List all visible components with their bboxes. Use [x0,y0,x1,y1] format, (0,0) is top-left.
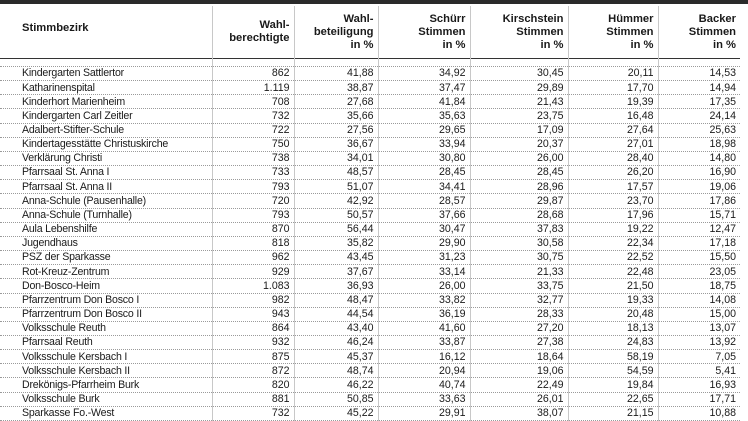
cell-wahlberechtigte: 750 [212,137,294,151]
cell-wahlbeteiligung: 45,37 [294,350,378,364]
cell-huemmer: 22,52 [568,251,658,265]
table-header [0,6,740,59]
table-row [0,293,740,307]
table-row [0,279,740,293]
cell-huemmer: 17,70 [568,81,658,95]
cell-backer: 14,53 [658,67,740,81]
cell-kirschstein: 30,45 [470,67,568,81]
cell-backer: 18,98 [658,137,740,151]
cell-huemmer: 21,15 [568,406,658,420]
cell-schuerr: 33,82 [378,293,470,307]
spacer-cell [568,59,658,67]
cell-kirschstein: 28,45 [470,166,568,180]
cell-huemmer: 23,70 [568,194,658,208]
table-row [0,307,740,321]
cell-wahlbeteiligung: 34,01 [294,151,378,165]
cell-schuerr: 28,45 [378,166,470,180]
cell-kirschstein: 19,06 [470,364,568,378]
cell-kirschstein: 23,75 [470,109,568,123]
header-kirschstein: Kirschstein Stimmen in % [470,6,568,59]
cell-kirschstein: 28,33 [470,307,568,321]
cell-schuerr: 33,63 [378,392,470,406]
cell-backer: 15,50 [658,251,740,265]
cell-stimmbezirk: Anna-Schule (Turnhalle) [0,208,212,222]
cell-stimmbezirk: Volksschule Burk [0,392,212,406]
cell-schuerr: 20,94 [378,364,470,378]
cell-wahlbeteiligung: 43,45 [294,251,378,265]
table-row [0,364,740,378]
cell-schuerr: 34,41 [378,180,470,194]
cell-huemmer: 18,13 [568,321,658,335]
cell-backer: 13,07 [658,321,740,335]
cell-stimmbezirk: Katharinenspital [0,81,212,95]
cell-kirschstein: 29,89 [470,81,568,95]
cell-wahlbeteiligung: 27,56 [294,123,378,137]
header-huemmer: Hümmer Stimmen in % [568,6,658,59]
cell-wahlberechtigte: 864 [212,321,294,335]
cell-stimmbezirk: Kindergarten Carl Zeitler [0,109,212,123]
cell-backer: 10,88 [658,406,740,420]
cell-huemmer: 20,11 [568,67,658,81]
cell-stimmbezirk: Verklärung Christi [0,151,212,165]
cell-schuerr: 36,19 [378,307,470,321]
spacer-row [0,59,740,67]
results-table [0,6,740,421]
cell-schuerr: 41,84 [378,95,470,109]
cell-kirschstein: 18,64 [470,350,568,364]
cell-kirschstein: 21,43 [470,95,568,109]
cell-kirschstein: 28,68 [470,208,568,222]
cell-kirschstein: 26,00 [470,151,568,165]
spacer-cell [0,59,212,67]
cell-huemmer: 17,57 [568,180,658,194]
cell-huemmer: 17,96 [568,208,658,222]
cell-huemmer: 21,50 [568,279,658,293]
cell-schuerr: 29,91 [378,406,470,420]
table-row [0,81,740,95]
cell-huemmer: 22,34 [568,236,658,250]
cell-huemmer: 58,19 [568,350,658,364]
cell-schuerr: 34,92 [378,67,470,81]
table-row [0,335,740,349]
cell-backer: 19,06 [658,180,740,194]
cell-wahlbeteiligung: 37,67 [294,265,378,279]
cell-wahlbeteiligung: 45,22 [294,406,378,420]
table-row [0,194,740,208]
table-row [0,208,740,222]
cell-stimmbezirk: Pfarrsaal Reuth [0,335,212,349]
cell-wahlbeteiligung: 51,07 [294,180,378,194]
cell-wahlberechtigte: 872 [212,364,294,378]
cell-wahlberechtigte: 932 [212,335,294,349]
cell-schuerr: 41,60 [378,321,470,335]
cell-stimmbezirk: Volksschule Reuth [0,321,212,335]
cell-huemmer: 20,48 [568,307,658,321]
cell-wahlberechtigte: 1.083 [212,279,294,293]
cell-wahlberechtigte: 793 [212,208,294,222]
table-row [0,137,740,151]
cell-huemmer: 22,48 [568,265,658,279]
cell-schuerr: 40,74 [378,378,470,392]
cell-schuerr: 31,23 [378,251,470,265]
cell-stimmbezirk: Pfarrsaal St. Anna I [0,166,212,180]
cell-stimmbezirk: Pfarrzentrum Don Bosco II [0,307,212,321]
cell-wahlberechtigte: 732 [212,109,294,123]
cell-schuerr: 37,66 [378,208,470,222]
cell-wahlberechtigte: 962 [212,251,294,265]
cell-stimmbezirk: Anna-Schule (Pausenhalle) [0,194,212,208]
cell-wahlbeteiligung: 46,22 [294,378,378,392]
cell-backer: 13,92 [658,335,740,349]
header-row [0,6,740,59]
cell-wahlberechtigte: 862 [212,67,294,81]
spacer-cell [294,59,378,67]
cell-huemmer: 22,65 [568,392,658,406]
cell-backer: 14,08 [658,293,740,307]
cell-wahlbeteiligung: 44,54 [294,307,378,321]
cell-kirschstein: 26,01 [470,392,568,406]
cell-backer: 5,41 [658,364,740,378]
cell-wahlberechtigte: 1.119 [212,81,294,95]
table-row [0,350,740,364]
cell-kirschstein: 21,33 [470,265,568,279]
table-row [0,67,740,81]
table-row [0,251,740,265]
table-row [0,95,740,109]
table-row [0,392,740,406]
cell-wahlberechtigte: 875 [212,350,294,364]
cell-stimmbezirk: Aula Lebenshilfe [0,222,212,236]
spacer-cell [378,59,470,67]
top-rule [0,0,748,4]
cell-stimmbezirk: Drekönigs-Pfarrheim Burk [0,378,212,392]
cell-huemmer: 19,22 [568,222,658,236]
spacer-cell [470,59,568,67]
cell-wahlbeteiligung: 36,93 [294,279,378,293]
table-row [0,166,740,180]
cell-stimmbezirk: Pfarrzentrum Don Bosco I [0,293,212,307]
cell-wahlberechtigte: 722 [212,123,294,137]
cell-schuerr: 29,90 [378,236,470,250]
cell-backer: 25,63 [658,123,740,137]
cell-schuerr: 37,47 [378,81,470,95]
cell-stimmbezirk: Rot-Kreuz-Zentrum [0,265,212,279]
cell-wahlberechtigte: 820 [212,378,294,392]
cell-kirschstein: 33,75 [470,279,568,293]
cell-backer: 14,94 [658,81,740,95]
cell-huemmer: 27,01 [568,137,658,151]
cell-wahlberechtigte: 738 [212,151,294,165]
cell-wahlbeteiligung: 35,66 [294,109,378,123]
cell-wahlbeteiligung: 27,68 [294,95,378,109]
cell-huemmer: 24,83 [568,335,658,349]
cell-backer: 18,75 [658,279,740,293]
cell-huemmer: 19,39 [568,95,658,109]
cell-wahlberechtigte: 793 [212,180,294,194]
cell-stimmbezirk: Don-Bosco-Heim [0,279,212,293]
cell-schuerr: 26,00 [378,279,470,293]
cell-wahlbeteiligung: 36,67 [294,137,378,151]
table-row [0,406,740,420]
header-wahlbeteiligung: Wahl- beteiligung in % [294,6,378,59]
spacer-cell [658,59,740,67]
cell-backer: 17,71 [658,392,740,406]
cell-stimmbezirk: Kinderhort Marienheim [0,95,212,109]
table-row [0,222,740,236]
cell-backer: 23,05 [658,265,740,279]
cell-huemmer: 54,59 [568,364,658,378]
cell-wahlberechtigte: 818 [212,236,294,250]
cell-wahlbeteiligung: 46,24 [294,335,378,349]
cell-huemmer: 19,84 [568,378,658,392]
cell-kirschstein: 30,58 [470,236,568,250]
table-row [0,236,740,250]
table-row [0,151,740,165]
cell-wahlbeteiligung: 35,82 [294,236,378,250]
table-row [0,123,740,137]
cell-wahlberechtigte: 929 [212,265,294,279]
cell-huemmer: 26,20 [568,166,658,180]
cell-wahlbeteiligung: 38,87 [294,81,378,95]
cell-backer: 7,05 [658,350,740,364]
cell-schuerr: 16,12 [378,350,470,364]
cell-kirschstein: 27,38 [470,335,568,349]
cell-backer: 15,71 [658,208,740,222]
cell-wahlbeteiligung: 50,85 [294,392,378,406]
cell-kirschstein: 20,37 [470,137,568,151]
cell-kirschstein: 37,83 [470,222,568,236]
cell-schuerr: 33,94 [378,137,470,151]
cell-huemmer: 19,33 [568,293,658,307]
cell-kirschstein: 30,75 [470,251,568,265]
cell-stimmbezirk: Sparkasse Fo.-West [0,406,212,420]
cell-huemmer: 28,40 [568,151,658,165]
cell-wahlbeteiligung: 56,44 [294,222,378,236]
header-wahlberechtigte: Wahl- berechtigte [212,6,294,59]
cell-kirschstein: 38,07 [470,406,568,420]
cell-backer: 14,80 [658,151,740,165]
cell-wahlberechtigte: 943 [212,307,294,321]
cell-wahlbeteiligung: 48,47 [294,293,378,307]
table-body [0,59,740,421]
cell-backer: 17,86 [658,194,740,208]
cell-wahlberechtigte: 708 [212,95,294,109]
cell-schuerr: 30,47 [378,222,470,236]
cell-wahlbeteiligung: 42,92 [294,194,378,208]
cell-schuerr: 33,87 [378,335,470,349]
cell-backer: 12,47 [658,222,740,236]
cell-stimmbezirk: Kindergarten Sattlertor [0,67,212,81]
table-row [0,321,740,335]
cell-wahlberechtigte: 881 [212,392,294,406]
cell-stimmbezirk: Pfarrsaal St. Anna II [0,180,212,194]
table-row [0,109,740,123]
cell-stimmbezirk: Kindertagesstätte Christuskirche [0,137,212,151]
cell-wahlberechtigte: 982 [212,293,294,307]
cell-schuerr: 28,57 [378,194,470,208]
cell-backer: 17,18 [658,236,740,250]
header-stimmbezirk: Stimmbezirk [22,22,89,34]
cell-huemmer: 16,48 [568,109,658,123]
cell-wahlberechtigte: 733 [212,166,294,180]
cell-kirschstein: 29,87 [470,194,568,208]
cell-wahlbeteiligung: 43,40 [294,321,378,335]
header-backer: Backer Stimmen in % [658,6,740,59]
cell-schuerr: 30,80 [378,151,470,165]
cell-backer: 16,90 [658,166,740,180]
cell-kirschstein: 32,77 [470,293,568,307]
spacer-cell [212,59,294,67]
cell-stimmbezirk: Volksschule Kersbach I [0,350,212,364]
cell-huemmer: 27,64 [568,123,658,137]
cell-schuerr: 33,14 [378,265,470,279]
cell-stimmbezirk: PSZ der Sparkasse [0,251,212,265]
table-row [0,265,740,279]
cell-wahlberechtigte: 732 [212,406,294,420]
table-row [0,378,740,392]
cell-backer: 16,93 [658,378,740,392]
cell-kirschstein: 28,96 [470,180,568,194]
cell-stimmbezirk: Jugendhaus [0,236,212,250]
cell-wahlbeteiligung: 48,57 [294,166,378,180]
cell-kirschstein: 27,20 [470,321,568,335]
cell-backer: 17,35 [658,95,740,109]
table-row [0,180,740,194]
cell-backer: 24,14 [658,109,740,123]
cell-stimmbezirk: Adalbert-Stifter-Schule [0,123,212,137]
cell-schuerr: 29,65 [378,123,470,137]
header-schuerr: Schürr Stimmen in % [378,6,470,59]
cell-stimmbezirk: Volksschule Kersbach II [0,364,212,378]
cell-wahlbeteiligung: 50,57 [294,208,378,222]
cell-wahlberechtigte: 720 [212,194,294,208]
cell-kirschstein: 22,49 [470,378,568,392]
cell-wahlberechtigte: 870 [212,222,294,236]
cell-kirschstein: 17,09 [470,123,568,137]
cell-backer: 15,00 [658,307,740,321]
cell-wahlbeteiligung: 41,88 [294,67,378,81]
cell-schuerr: 35,63 [378,109,470,123]
cell-wahlbeteiligung: 48,74 [294,364,378,378]
